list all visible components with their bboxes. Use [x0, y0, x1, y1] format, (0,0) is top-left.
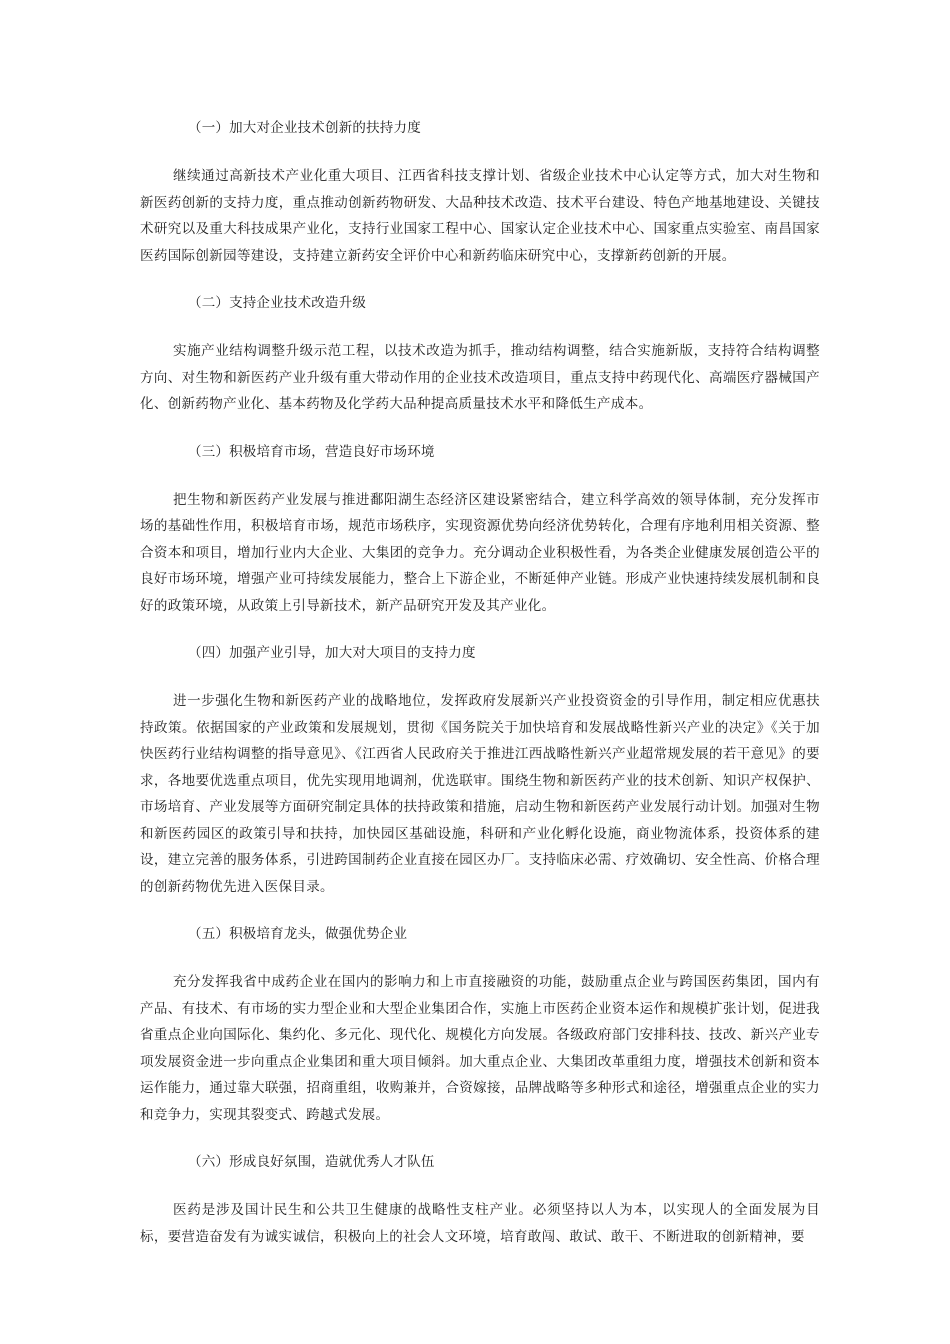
- section-paragraph: 把生物和新医药产业发展与推进鄱阳湖生态经济区建设紧密结合，建立科学高效的领导体制，充分发挥市场的基础性作用，积极培育市场，规范市场秩序，实现资源优势向经济优势转化，合理有序地利用相关资源、整合资本和项目，增加行业内大企业、大集团的竞争力。充分调动企业积极性看，为各类企业健康发展创造公平的良好市场环境，增强产业可持续发展能力，整合上下游企业，不断延伸产业链。形成产业快速持续发展机制和良好的政策环境，从政策上引导新技术，新产品研究开发及其产业化。: [140, 491, 820, 614]
- section-heading: （三）积极培育市场，营造良好市场环境: [188, 443, 435, 460]
- section-paragraph: 实施产业结构调整升级示范工程，以技术改造为抓手，推动结构调整，结合实施新版，支持符合结构调整方向、对生物和新医药产业升级有重大带动作用的企业技术改造项目，重点支持中药现代化、高端医疗器械国产化、创新药物产业化、基本药物及化学药大品种提高质量技术水平和降低生产成本。: [140, 343, 820, 412]
- document-body: [140, 115, 820, 1271]
- section-6: [140, 1149, 820, 1250]
- section-heading: （五）积极培育龙头，做强优势企业: [188, 926, 408, 942]
- section-2: [140, 290, 820, 418]
- section-5: [140, 921, 820, 1128]
- section-heading: （一）加大对企业技术创新的扶持力度: [188, 120, 421, 136]
- section-heading: （二）支持企业技术改造升级: [188, 295, 367, 311]
- section-paragraph: 充分发挥我省中成药企业在国内的影响力和上市直接融资的功能，鼓励重点企业与跨国医药集团，国内有产品、有技术、有市场的实力型企业和大型企业集团合作，实施上市医药企业资本运作和规模扩张计划，促进我省重点企业向国际化、集约化、多元化、现代化、规模化方向发展。各级政府部门安排科技、技改、新兴产业专项发展资金进一步向重点企业集团和重大项目倾斜。加大重点企业、大集团改革重组力度，增强技术创新和资本运作能力，通过靠大联强，招商重组，收购兼并，合资嫁接，品牌战略等多种形式和途径，增强重点企业的实力和竞争力，实现其裂变式、跨越式发展。: [140, 974, 820, 1123]
- section-paragraph: 医药是涉及国计民生和公共卫生健康的战略性支柱产业。必须坚持以人为本，以实现人的全面发展为目标，要营造奋发有为诚实诚信，积极向上的社会人文环境，培育敢闯、敢试、敢干、不断进取的创新精神，要: [140, 1202, 820, 1245]
- section-paragraph: 继续通过高新技术产业化重大项目、江西省科技支撑计划、省级企业技术中心认定等方式，加大对生物和新医药创新的支持力度，重点推动创新药物研发、大品种技术改造、技术平台建设、特色产地基地建设、关键技术研究以及重大科技成果产业化，支持行业国家工程中心、国家认定企业技术中心、国家重点实验室、南昌国家医药国际创新园等建设，支持建立新药安全评价中心和新药临床研究中心，支撑新药创新的开展。: [140, 168, 820, 264]
- section-heading: （六）形成良好氛围，造就优秀人才队伍: [188, 1154, 435, 1170]
- section-heading: （四）加强产业引导，加大对大项目的支持力度: [188, 645, 476, 661]
- section-3: [140, 439, 820, 620]
- section-4: [140, 640, 820, 900]
- section-1: [140, 115, 820, 269]
- section-paragraph: 进一步强化生物和新医药产业的战略地位，发挥政府发展新兴产业投资资金的引导作用，制定相应优惠扶持政策。依据国家的产业政策和发展规划，贯彻《国务院关于加快培育和发展战略性新兴产业的决定》《关于加快医药行业结构调整的指导意见》、《江西省人民政府关于推进江西战略性新兴产业超常规发展的若干意见》的要求，各地要优选重点项目，优先实现用地调剂，优选联审。围绕生物和新医药产业的技术创新、知识产权保护、市场培育、产业发展等方面研究制定具体的扶持政策和措施，启动生物和新医药产业发展行动计划。加强对生物和新医药园区的政策引导和扶持，加快园区基础设施，科研和产业化孵化设施，商业物流体系，投资体系的建设，建立完善的服务体系，引进跨国制药企业直接在园区办厂。支持临床必需、疗效确切、安全性高、价格合理的创新药物优先进入医保目录。: [140, 693, 820, 895]
